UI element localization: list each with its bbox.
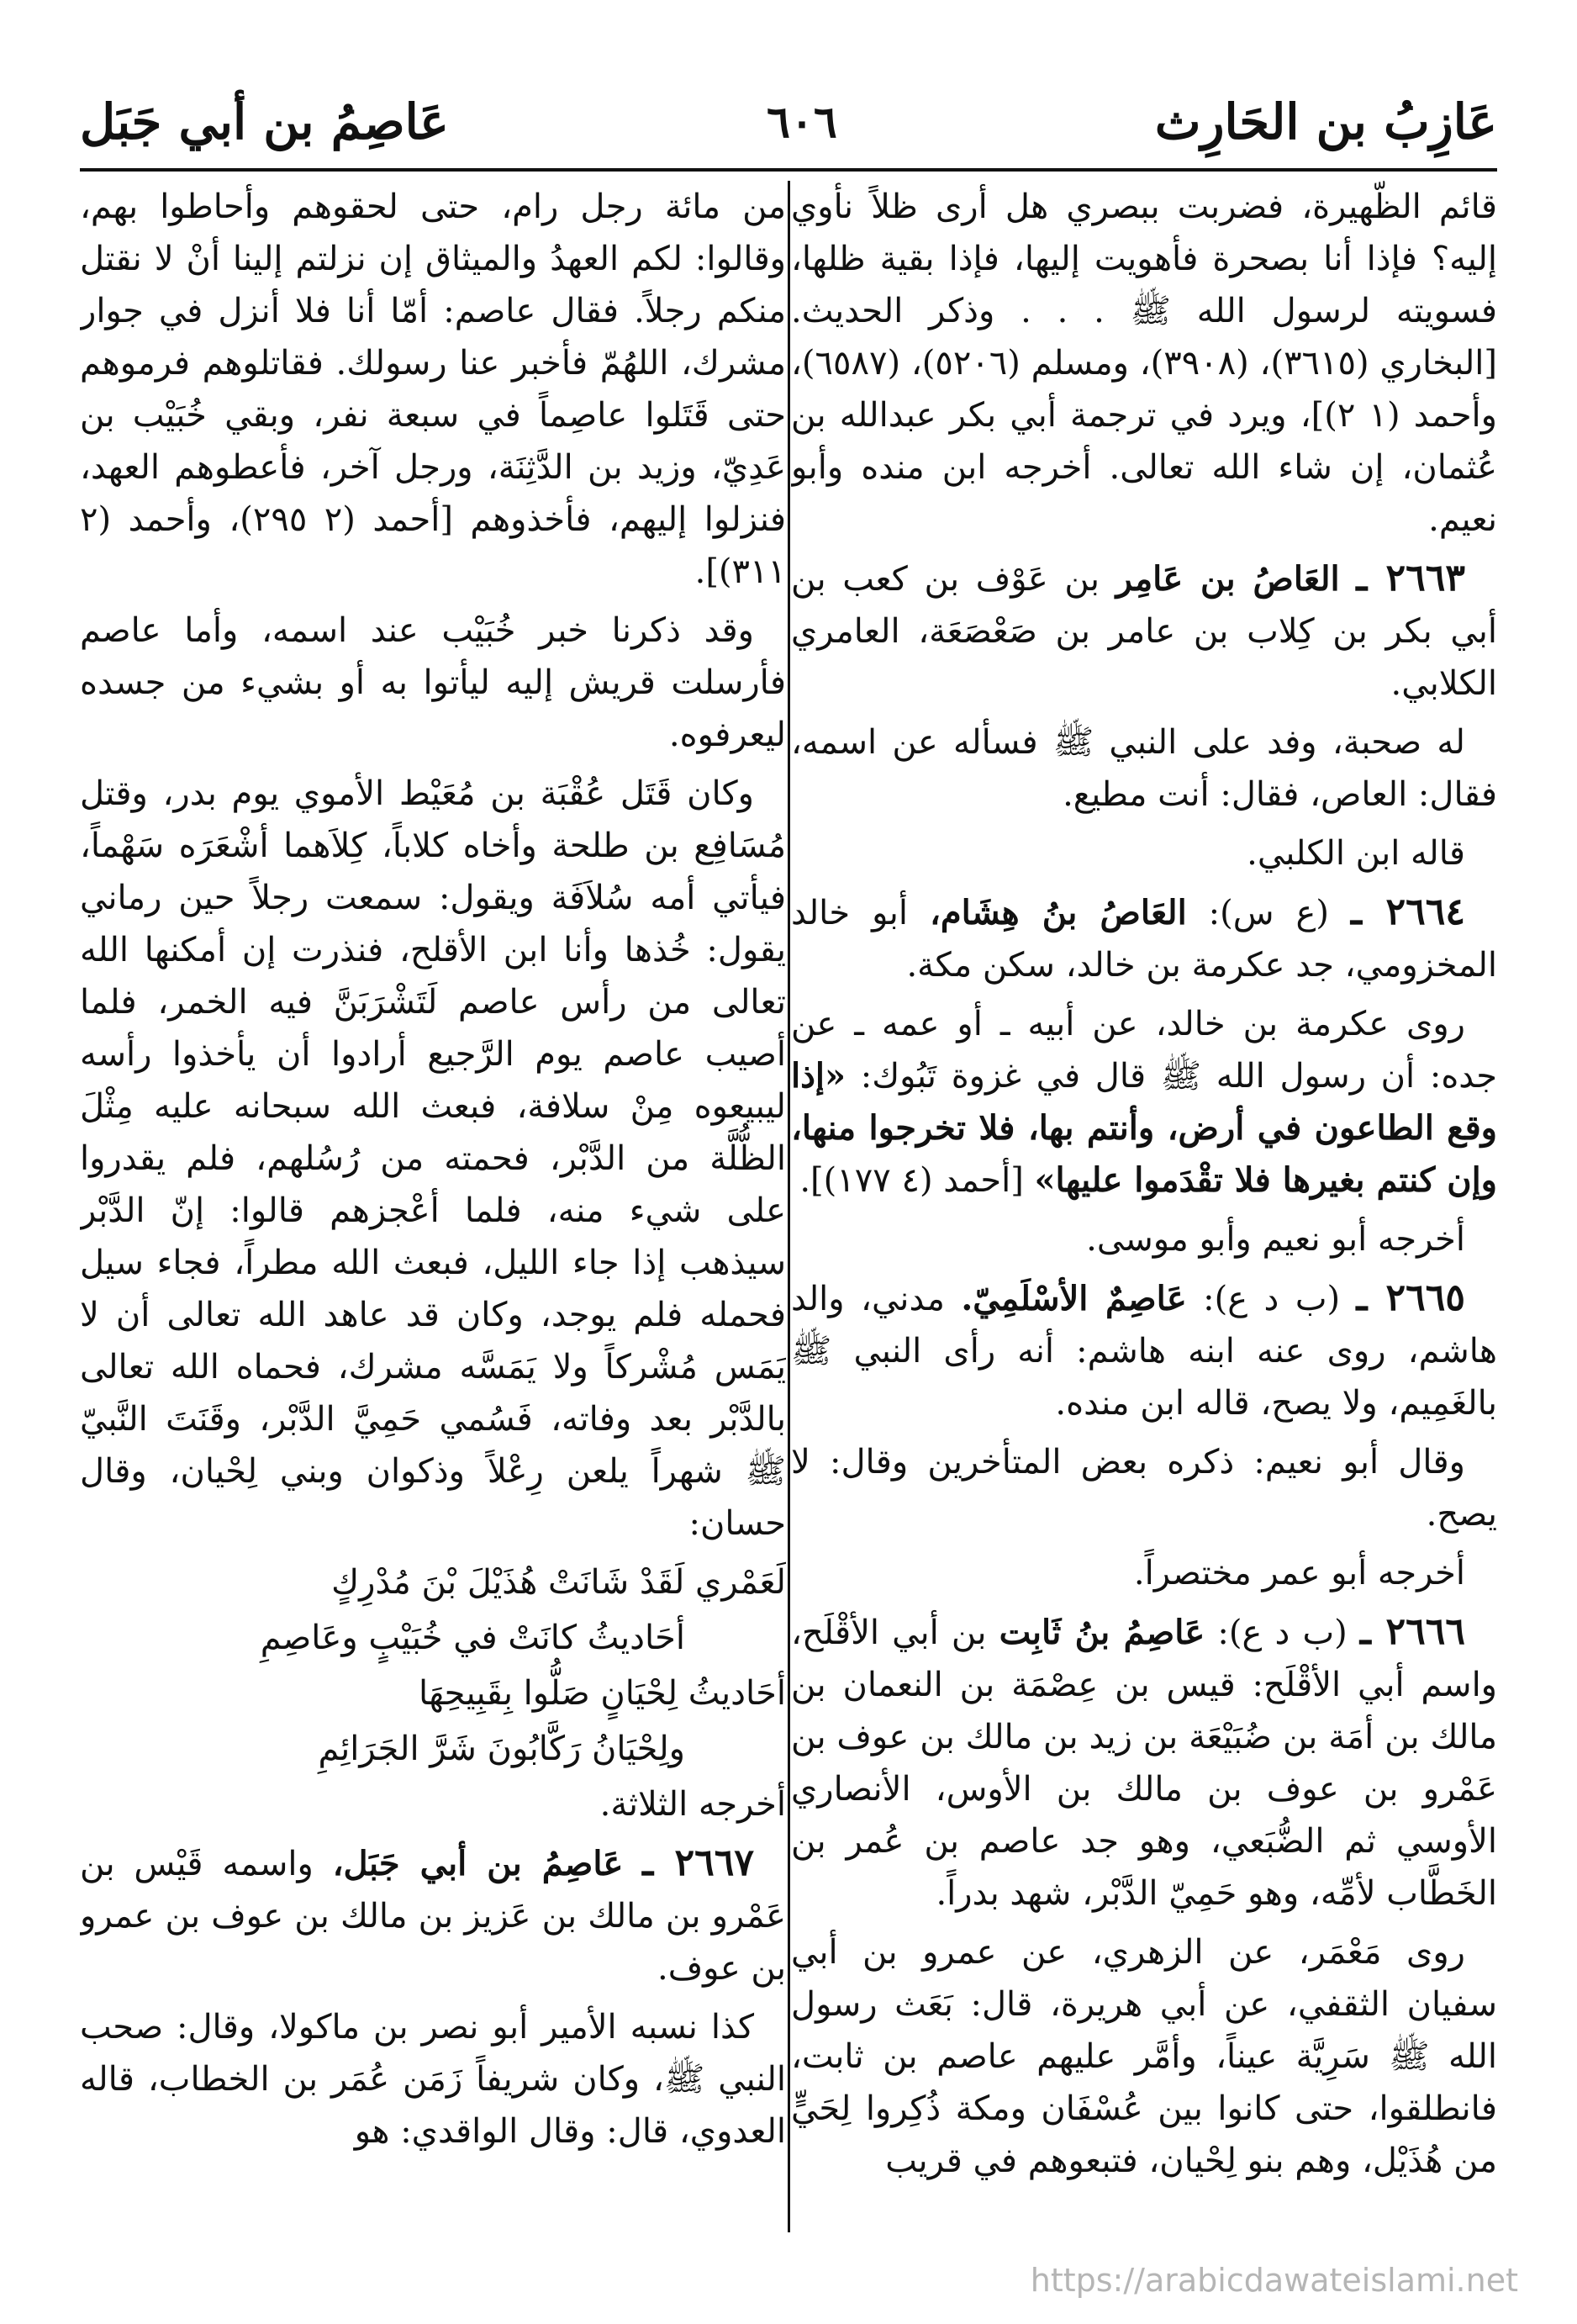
verse-hemistich: أحَاديثُ كانَتْ في خُبَيْبٍ وعَاصِمِ <box>260 1619 685 1657</box>
verse-hemistich: أحَاديثُ لِحْيَانٍ صَلُّوا بِقَبِيحِهَا <box>419 1674 786 1713</box>
entry-number: ٢٦٦٦ ـ <box>1359 1610 1466 1653</box>
poem-verse <box>80 1723 786 1775</box>
entry-2666 <box>791 1606 1497 1920</box>
entry-name: العَاصُ بن عَامِر <box>1116 559 1340 599</box>
paragraph: له صحبة، وفد على النبي ﷺ فسأله عن اسمه، فقال: العاص، فقال: أنت مطيع. <box>791 723 1497 814</box>
left-column <box>80 181 786 2232</box>
running-title-right: عَازِبُ بن الحَارِث <box>1154 93 1497 151</box>
entry-2663 <box>791 552 1497 710</box>
entry-2664 <box>791 886 1497 991</box>
entry-name: العَاصُ بنُ هِشَام، <box>929 893 1187 932</box>
entry-number: ٢٦٦٥ ـ <box>1356 1276 1466 1319</box>
poem-verse <box>80 1556 786 1608</box>
paragraph: وكان قَتَل عُقْبَة بن مُعَيْط الأموي يوم بدر، وقتل مُسَافِع بن طلحة وأخاه كلاباً، كِلاَهما أشْعَرَه سَهْماً، فيأتي أمه سُلاَفَة ويقول: سمعت رجلاً حين رماني يقول: خُذها وأنا ابن الأقلح، فنذرت إن أمكنها الله تعالى من رأس عاصم لَتَشْرَبَنَّ فيه الخمر، فلما أصيب عاصم يوم الرَّجيع أرادوا أن يأخذوا رأسه ليبيعوه مِنْ سلافة، فبعث الله سبحانه عليه مِثْلَ الظُّلَّة من الدَّبْر، فحمته من رُسُلهم، فلم يقدروا على شيء منه، فلما أعْجزهم قالوا: إنّ الدَّبْر سيذهب إذا جاء الليل، فبعث الله مطراً، فجاء سيل فحمله فلم يوجد، وكان قد عاهد الله تعالى أن لا يَمَس مُشْركاً ولا يَمَسَّه مشرك، فحماه الله تعالى بالدَّبْر بعد وفاته، فَسُمي حَمِيَّ الدَّبْر، وقَنَتَ النَّبيّ ﷺ شهراً يلعن رِعْلاً وذكوان وبني لِحْيان، وقال حسان: <box>80 774 786 1543</box>
paragraph: أخرجه أبو عمر مختصراً. <box>1133 1554 1465 1592</box>
hadith-quote: «إذا وقع الطاعون في أرض، وأنتم بها، فلا تخرجوا منها، وإن كنتم بغيرها فلا تقْدَموا عليها» <box>791 1056 1497 1200</box>
entry-name: عَاصِمُ بنُ ثَابِت <box>999 1613 1205 1652</box>
entry-code: (ب د ع): <box>1217 1614 1348 1652</box>
running-title-left: عَاصِمُ بن أبي جَبَل <box>80 93 449 151</box>
entry-text: واسمه قَيْس بن عَمْرو بن مالك بن عَزيز بن مالك بن عوف بن عمرو بن عوف. <box>80 1845 786 1988</box>
watermark-url: https://arabicdawateislami.net <box>1030 2262 1518 2299</box>
entry-name: عَاصِمُ بن أبي جَبَل، <box>332 1844 624 1883</box>
entry-text: بن عَوْف بن كعب بن أبي بكر بن كِلاب بن عامر بن صَعْصَعَة، العامري الكلابي. <box>791 560 1497 703</box>
paragraph: قاله ابن الكلبي. <box>1247 834 1465 873</box>
poem-verse <box>80 1667 786 1719</box>
citation: [أحمد (٤ ١٧٧)]. <box>799 1161 1024 1200</box>
paragraph <box>791 998 1497 1207</box>
paragraph: كذا نسبه الأمير أبو نصر بن ماكولا، وقال: صحب النبي ﷺ، وكان شريفاً زَمَن عُمَر بن الخطاب، قاله العدوي، قال: وقال الواقدي: هو <box>80 2008 786 2151</box>
entry-text: أبو خالد المخزومي، جد عكرمة بن خالد، سكن مكة. <box>791 894 1497 985</box>
poem-verse <box>80 1612 786 1664</box>
entry-text: مدني، والد هاشم، روى عنه ابنه هاشم: أنه رأى النبي ﷺ بالغَمِيم، ولا يصح، قاله ابن منده. <box>791 1280 1497 1423</box>
entry-2667 <box>80 1837 786 1994</box>
entry-number: ٢٦٦٧ ـ <box>642 1841 754 1884</box>
entry-2665 <box>791 1272 1497 1429</box>
entry-number: ٢٦٦٤ ـ <box>1350 890 1465 933</box>
paragraph: قائم الظَّهيرة، فضربت ببصري هل أرى ظلاً نأوي إليه؟ فإذا أنا بصحرة فأهويت إليها، فإذا بقية ظلها، فسويته لرسول الله ﷺ . . . وذكر الحديث. [البخاري (٣٦١٥)، (٣٩٠٨)، ومسلم (٥٢٠٦)، (٦٥٨٧)، وأحمد (١ ٢)]، ويرد في ترجمة أبي بكر عبدالله بن عُثمان، إن شاء الله تعالى. أخرجه ابن منده وأبو نعيم. <box>791 188 1497 539</box>
entry-text: بن أبي الأقْلَح، واسم أبي الأقْلَح: قيس بن عِصْمَة بن النعمان بن مالك بن أمَة بن ضُبَيْعَة بن زيد بن مالك بن عوف بن عَمْرو بن عوف بن مالك بن الأوس، الأنصاري الأوسي ثم الضُّبَعي، وهو جد عاصم بن عُمر بن الخَطَّاب لأمِّه، وهو حَمِيّ الدَّبْر، شهد بدراً. <box>791 1614 1497 1913</box>
page-header <box>80 76 1497 168</box>
column-divider <box>788 181 790 2232</box>
paragraph: روى مَعْمَر، عن الزهري، عن عمرو بن أبي سفيان الثقفي، عن أبي هريرة، قال: بَعَث رسول الله ﷺ سَرِيَّة عيناً، وأمَّر عليهم عاصم بن ثابت، فانطلقوا، حتى كانوا بين عُسْفَان ومكة ذُكِروا لِحَيٍّ من هُذَيْل، وهم بنو لِحْيان، فتبعوهم في قريب <box>791 1933 1497 2180</box>
entry-number: ٢٦٦٣ ـ <box>1356 557 1465 599</box>
header-rule <box>80 168 1497 172</box>
entry-code: (ع س): <box>1208 894 1330 932</box>
paragraph: أخرجه أبو نعيم وأبو موسى. <box>1086 1220 1465 1259</box>
page-number: ٦٠٦ <box>767 96 837 148</box>
entry-code: (ب د ع): <box>1203 1280 1341 1318</box>
verse-hemistich: ولِحْيَانُ رَكَّابُونَ شَرَّ الجَرَائِمِ <box>318 1730 685 1768</box>
paragraph: من مائة رجل رام، حتى لحقوهم وأحاطوا بهم، وقالوا: لكم العهدُ والميثاق إن نزلتم إلينا أنْ لا نقتل منكم رجلاً. فقال عاصم: أمّا أنا فلا أنزل في جوار مشرك، اللهُمّ فأخبر عنا رسولك. فقاتلوهم فرموهم حتى قَتَلوا عاصِماً في سبعة نفر، وبقي خُبَيْب بن عَدِيّ، وزيد بن الدَّثِنَة، ورجل آخر، فأعطوهم العهد، فنزلوا إليهم، فأخذوهم [أحمد (٢ ٢٩٥)، وأحمد (٢ ٣١١)]. <box>80 188 786 591</box>
paragraph: وقد ذكرنا خبر خُبَيْب عند اسمه، وأما عاصم فأرسلت قريش إليه ليأتوا به أو بشيء من جسده ليعرفوه. <box>80 611 786 754</box>
paragraph: وقال أبو نعيم: ذكره بعض المتأخرين وقال: لا يصح. <box>791 1443 1497 1534</box>
text-run: روى عكرمة بن خالد، عن أبيه ـ أو عمه ـ عن جده: أن رسول الله ﷺ قال في غزوة تَبُوك: <box>791 1005 1497 1096</box>
paragraph: أخرجه الثلاثة. <box>599 1785 786 1824</box>
verse-hemistich: لَعَمْري لَقَدْ شَانَتْ هُذَيْلَ بْنَ مُدْرِكٍ <box>331 1563 786 1602</box>
entry-name: عَاصِمٌ الأسْلَمِيّ. <box>961 1279 1187 1318</box>
right-column <box>791 181 1497 2232</box>
